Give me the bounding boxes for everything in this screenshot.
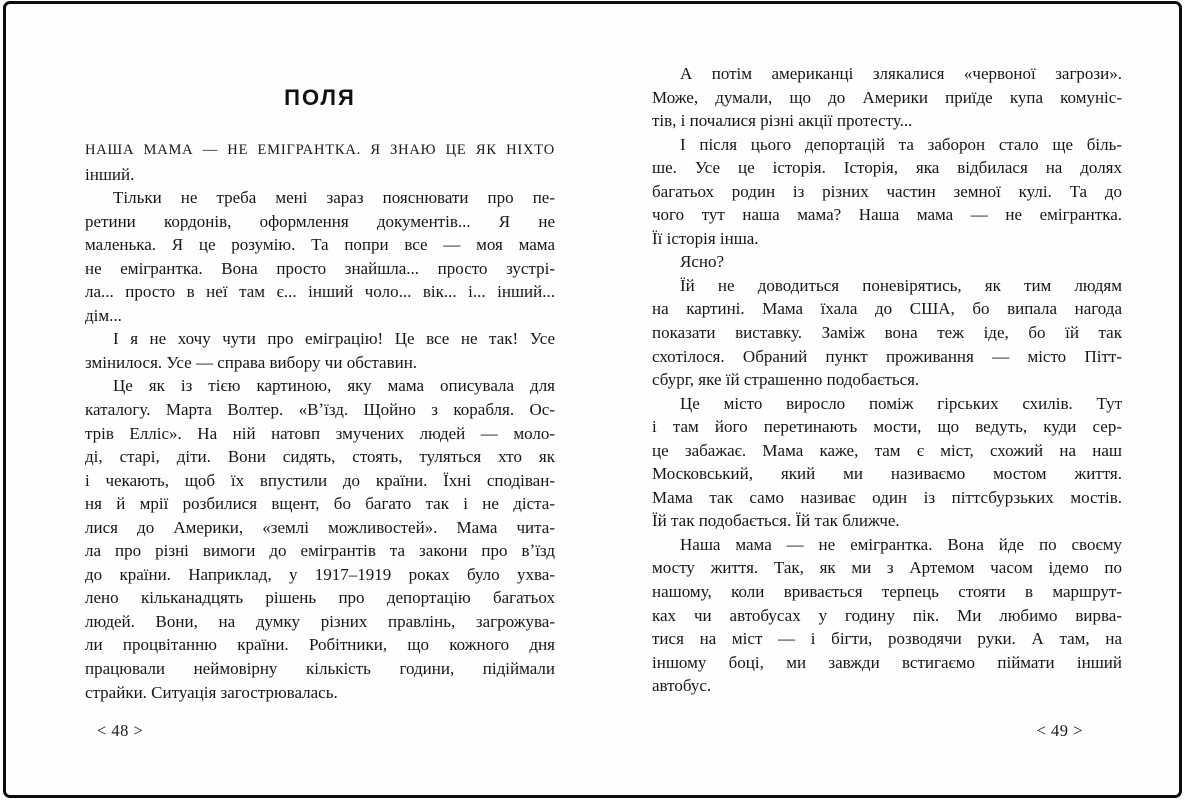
text-line: ках чи автобусах у годину пік. Ми любимо вирва- bbox=[652, 605, 1122, 625]
text-line: Це як із тією картиною, яку мама описувала для bbox=[113, 376, 555, 396]
text-line: Їй не доводиться поневірятись, як тим людям bbox=[680, 275, 1122, 295]
text-line: на картині. Мама їхала до США, бо випала нагода bbox=[652, 299, 1122, 319]
text-line: це забажає. Мама каже, там є міст, схожий на наш bbox=[652, 440, 1122, 460]
text-line: ня й мрії розбилися вщент, бо багато так і не діста- bbox=[85, 494, 555, 514]
text-line: Наша мама — не емігрантка. Вона йде по своєму bbox=[680, 534, 1122, 554]
page-number-left: < 48 > bbox=[97, 721, 144, 740]
text-line: Мама так само називає один із піттсбурзьких мостів. bbox=[652, 487, 1122, 507]
text-line: Московський, який ми називаємо мостом життя. bbox=[652, 464, 1122, 484]
text-line: не емігрантка. Вона просто знайшла... просто зустрі- bbox=[85, 258, 555, 278]
text-line: Їй так подобається. Їй так ближче. bbox=[652, 511, 900, 531]
text-line: багатьох родин із різних частин земної кулі. Та до bbox=[652, 181, 1122, 201]
text-line: нашому, коли вривається терпець стояти в маршрут- bbox=[652, 582, 1122, 602]
text-line: схотілося. Обраний пункт проживання — місто Пітт- bbox=[652, 346, 1122, 366]
page-number-right: < 49 > bbox=[1036, 721, 1083, 740]
text-line: І я не хочу чути про еміграцію! Це все не так! Усе bbox=[113, 329, 555, 349]
text-line: до країни. Наприклад, у 1917–1919 роках було ухва- bbox=[85, 564, 555, 584]
text-line: маленька. Я це розумію. Та попри все — моя мама bbox=[85, 235, 555, 255]
text-line: Може, думали, що до Америки приїде купа комуніс- bbox=[652, 87, 1122, 107]
text-line: страйки. Ситуація загострювалась. bbox=[85, 682, 338, 702]
text-line: мосту життя. Так, як ми з Артемом часом ідемо по bbox=[652, 558, 1122, 578]
text-line: Тільки не треба мені зараз пояснювати про пе- bbox=[113, 188, 555, 208]
text-line: і чекають, щоб їх впустили до країни. Їхні сподіван- bbox=[85, 470, 555, 490]
text-line: ла... просто в неї там є... інший чоло... вік... і... інший... bbox=[85, 282, 555, 302]
text-line: інший. bbox=[85, 164, 135, 184]
text-line: НАША МАМА — НЕ ЕМІГРАНТКА. Я ЗНАЮ ЦЕ ЯК НІХТО bbox=[85, 142, 555, 158]
page-left bbox=[85, 0, 555, 800]
text-line: ретини кордонів, оформлення документів... Я не bbox=[85, 211, 555, 231]
text-line: дім... bbox=[85, 305, 122, 325]
text-line: чого тут наша мама? Наша мама — не емігрантка. bbox=[652, 205, 1122, 225]
page-right-text bbox=[652, 62, 1122, 698]
text-line: людей. Вони, на думку різних правлінь, загрожува- bbox=[85, 611, 555, 631]
page-right bbox=[652, 0, 1122, 800]
text-line: ла про різні вимоги до емігрантів та закони про вʼїзд bbox=[85, 541, 555, 561]
text-line: Ясно? bbox=[680, 252, 725, 272]
text-line: ді, старі, діти. Вони сидять, стоять, туляться хто як bbox=[85, 447, 555, 467]
text-line: і там його перетинають мости, що ведуть, куди сер- bbox=[652, 417, 1122, 437]
text-line: тів, і почалися різні акції протесту... bbox=[652, 111, 913, 131]
text-line: показати виставку. Заміж вона теж іде, бо їй так bbox=[652, 323, 1122, 343]
text-line: іншому боці, ми завжди встигаємо піймати інший bbox=[652, 652, 1122, 672]
text-line: Її історія інша. bbox=[652, 228, 759, 248]
text-line: трів Елліс». На ній натовп змучених людей — моло- bbox=[85, 423, 555, 443]
text-line: працювали неймовірну кількість години, підіймали bbox=[85, 659, 555, 679]
text-line: ше. Усе це історія. Історія, яка відбилася на долях bbox=[652, 158, 1122, 178]
text-line: сбург, яке їй страшенно подобається. bbox=[652, 370, 920, 390]
text-line: лено кільканадцять рішень про депортацію багатьох bbox=[85, 588, 555, 608]
text-line: лися до Америки, «землі можливостей». Мама чита- bbox=[85, 517, 555, 537]
text-line: автобус. bbox=[652, 676, 712, 696]
page-left-text bbox=[85, 139, 555, 704]
text-line: І після цього депортацій та заборон стало ще біль- bbox=[680, 134, 1122, 154]
text-line: каталогу. Марта Волтер. «Вʼїзд. Щойно з корабля. Ос- bbox=[85, 400, 555, 420]
text-line: змінилося. Усе — справа вибору чи обставин. bbox=[85, 352, 418, 372]
text-line: тися на міст — і бігти, розводячи руки. А там, на bbox=[652, 629, 1122, 649]
text-line: ли процвітанню країни. Робітники, що кожного дня bbox=[85, 635, 555, 655]
text-line: Це місто виросло поміж гірських схилів. Тут bbox=[680, 393, 1122, 413]
chapter-title: ПОЛЯ bbox=[284, 85, 356, 110]
text-line: А потім американці злякалися «червоної загрози». bbox=[680, 64, 1122, 83]
